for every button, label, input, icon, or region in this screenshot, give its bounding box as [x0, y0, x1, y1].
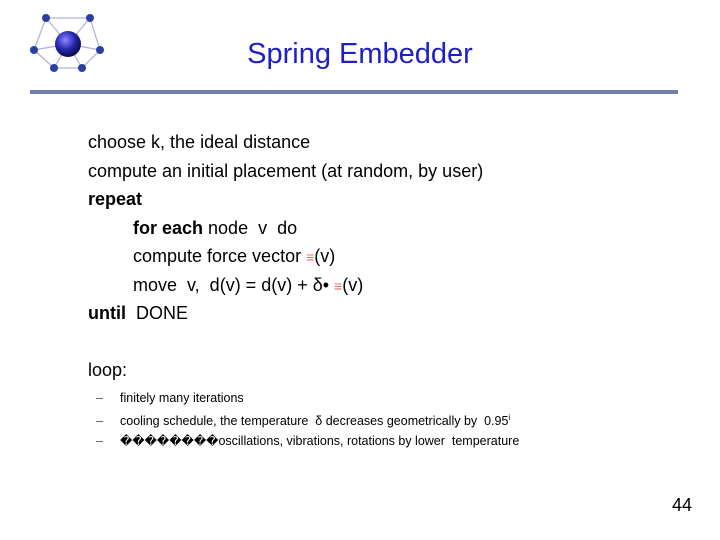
- loop-bullets: [96, 388, 519, 451]
- algo-line-repeat: repeat: [88, 189, 143, 209]
- force-text: compute force vector: [133, 246, 307, 266]
- bullet-dash: –: [96, 414, 103, 429]
- bullet-2-text: cooling schedule, the temperature δ decreases geometrically by 0.95: [120, 414, 509, 429]
- bullet-2: [96, 408, 519, 431]
- move-arg: (v): [342, 274, 364, 295]
- title-divider: [30, 90, 678, 94]
- algo-line-until: [88, 299, 688, 328]
- bullet-dash: –: [96, 434, 103, 449]
- keyword-until: until: [88, 303, 126, 323]
- move-text: move v, d(v) = d(v) + δ•: [133, 274, 335, 295]
- algo-line-move: [88, 271, 688, 300]
- graph-network-logo-icon: [30, 12, 106, 72]
- force-symbol: ≡: [306, 249, 315, 265]
- algo-line-1: choose k, the ideal distance: [88, 132, 311, 152]
- algo-line-2: compute an initial placement (at random, by user): [88, 160, 484, 181]
- bullet-1-text: finitely many iterations: [120, 391, 244, 405]
- bullet-3-garbled: ��������: [120, 434, 219, 449]
- until-rest: DONE: [126, 303, 189, 323]
- bullet-2-exponent: i: [508, 413, 511, 422]
- force-arg: (v): [314, 246, 336, 266]
- page-number: 44: [671, 495, 692, 515]
- keyword-for-each: for each: [133, 217, 204, 238]
- move-symbol: ≡: [334, 277, 343, 294]
- algorithm-block: [88, 128, 688, 328]
- algo-line-force: [88, 242, 688, 271]
- bullet-1: [96, 388, 519, 408]
- algo-line-for-each: [88, 214, 688, 243]
- bullet-dash: –: [96, 391, 103, 405]
- for-each-rest: node v do: [203, 217, 298, 238]
- bullet-3-text: oscillations, vibrations, rotations by lower temperature: [218, 434, 520, 449]
- bullet-3: [96, 431, 519, 451]
- slide-title: Spring Embedder: [247, 38, 473, 70]
- loop-label: loop:: [88, 360, 128, 380]
